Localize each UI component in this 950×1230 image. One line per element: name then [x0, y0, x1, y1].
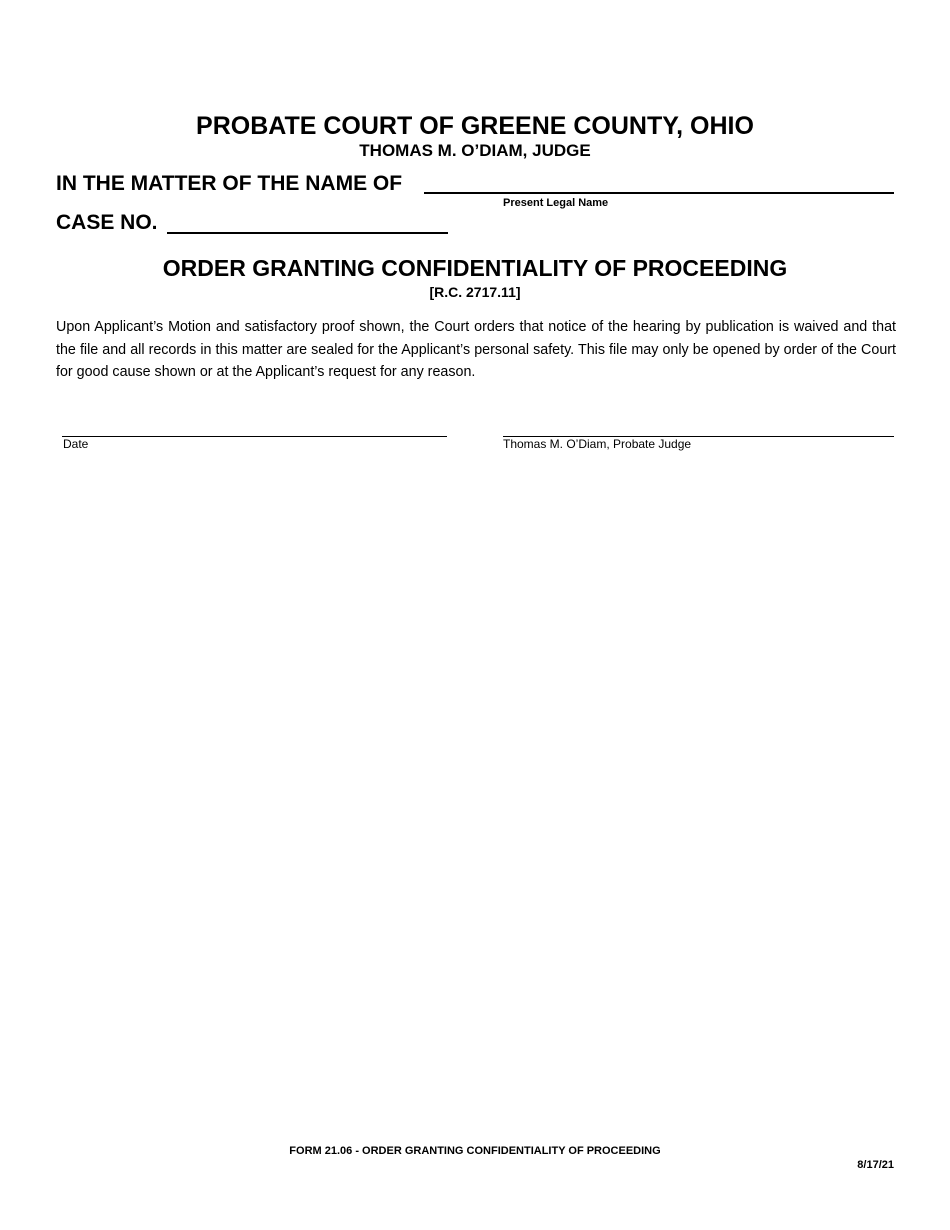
date-caption: Date	[63, 437, 89, 451]
date-signature-field[interactable]	[62, 436, 447, 437]
judge-signature-caption: Thomas M. O’Diam, Probate Judge	[503, 437, 692, 451]
present-legal-name-caption: Present Legal Name	[503, 197, 609, 209]
present-legal-name-field[interactable]	[424, 192, 894, 194]
order-title: ORDER GRANTING CONFIDENTIALITY OF PROCEEDING	[162, 255, 788, 281]
case-number-label: CASE NO.	[56, 211, 158, 234]
case-number-field[interactable]	[167, 232, 448, 234]
form-footer-label: FORM 21.06 - ORDER GRANTING CONFIDENTIALITY OF PROCEEDING	[289, 1145, 661, 1157]
order-body-text: Upon Applicant’s Motion and satisfactory proof shown, the Court orders that notice of the hearing by publication is waived and that the file and all records in this matter are sealed for the Applicant’s personal safety. This file may only be opened by order of the Court for good cause shown or at the Applicant’s request for any reason.	[56, 319, 896, 380]
judge-name-heading: THOMAS M. O’DIAM, JUDGE	[359, 141, 591, 160]
matter-name-label: IN THE MATTER OF THE NAME OF	[56, 172, 403, 195]
form-revision-date: 8/17/21	[857, 1159, 894, 1171]
court-title: PROBATE COURT OF GREENE COUNTY, OHIO	[196, 112, 754, 140]
statute-reference: [R.C. 2717.11]	[429, 284, 521, 300]
